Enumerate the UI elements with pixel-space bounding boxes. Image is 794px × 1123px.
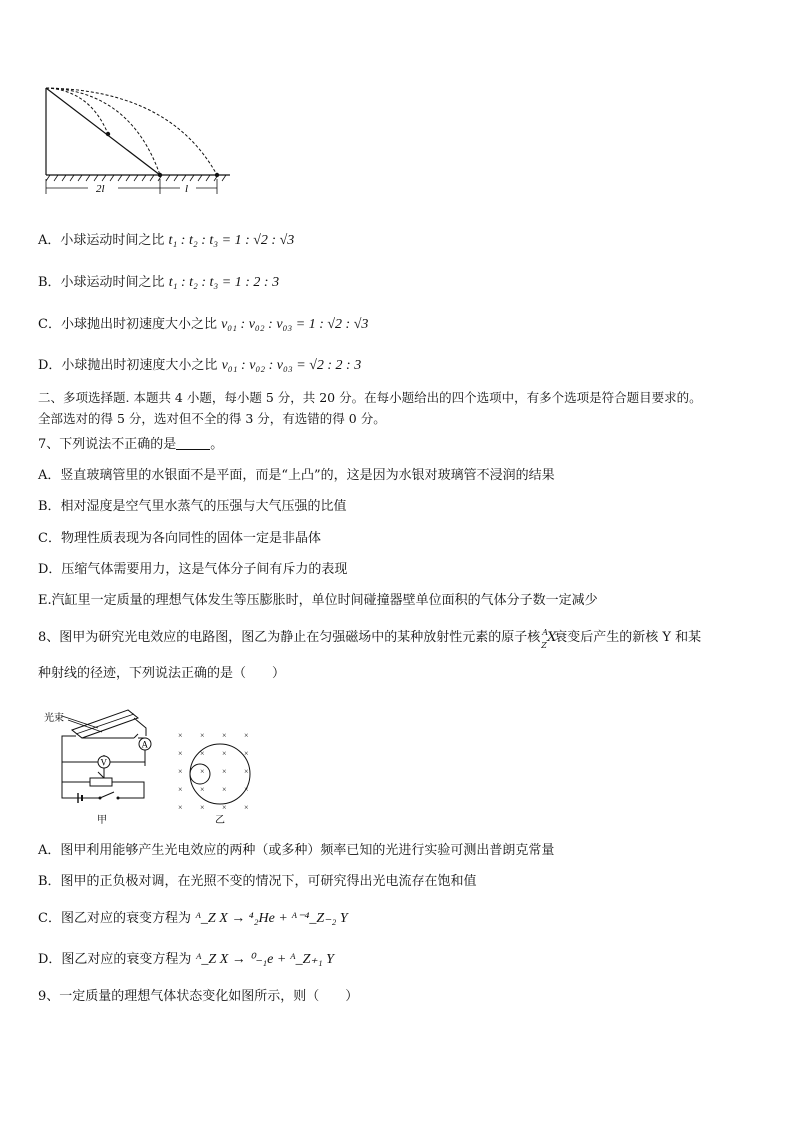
projectile-figure bbox=[40, 84, 240, 200]
svg-text:V: V bbox=[100, 757, 107, 768]
q6-option-d-formula: v₀₁ : v₀₂ : v₀₃ = √2 : 2 : 3 bbox=[221, 358, 362, 373]
section2-line1: 二、多项选择题. 本题共 4 小题，每小题 5 分，共 20 分。在每小题给出的四个选项中，有多个选项是符合题目要求的。 bbox=[38, 390, 702, 405]
q6-option-b: B．小球运动时间之比 t₁ : t₂ : t₃ = 1 : 2 : 3 bbox=[38, 275, 280, 290]
svg-text:×: × bbox=[200, 785, 205, 794]
answer-blank bbox=[176, 437, 210, 450]
svg-text:A: A bbox=[141, 739, 148, 750]
svg-text:×: × bbox=[178, 803, 183, 812]
svg-text:×: × bbox=[178, 767, 183, 776]
q6-option-a: A．小球运动时间之比 t₁ : t₂ : t₃ = 1 : √2 : √3 bbox=[38, 233, 295, 248]
q6-option-c-formula: v₀₁ : v₀₂ : v₀₃ = 1 : √2 : √3 bbox=[221, 317, 369, 332]
svg-text:×: × bbox=[222, 749, 227, 758]
q8-stem-line1: 8、图甲为研究光电效应的电路图，图乙为静止在匀强磁场中的某种放射性元素的原子核 A Z X 衰变后产生的新核 Y 和某 bbox=[38, 628, 702, 650]
label-l: l bbox=[185, 183, 189, 195]
q6-option-d: D．小球抛出时初速度大小之比 v₀₁ : v₀₂ : v₀₃ = √2 : 2 : 3 bbox=[38, 358, 362, 373]
svg-text:×: × bbox=[244, 767, 249, 776]
label-yi: 乙 bbox=[215, 815, 225, 826]
large-track bbox=[190, 744, 250, 804]
svg-text:×: × bbox=[244, 731, 249, 740]
nucleus-symbol: A Z X bbox=[541, 628, 557, 650]
q8-option-c-equation: ᴬ_Z X → ⁴₂He + ᴬ⁻⁴_Z₋₂ Y bbox=[195, 911, 348, 926]
photoelectric-figure bbox=[42, 706, 272, 828]
q8-option-d-equation: ᴬ_Z X → ⁰₋₁e + ᴬ_Z₊₁ Y bbox=[195, 952, 334, 967]
svg-text:×: × bbox=[178, 785, 183, 794]
q7-option-e: E.汽缸里一定质量的理想气体发生等压膨胀时，单位时间碰撞器壁单位面积的气体分子数一定减少 bbox=[38, 593, 598, 608]
svg-text:×: × bbox=[244, 749, 249, 758]
svg-text:×: × bbox=[244, 785, 249, 794]
label-jia: 甲 bbox=[97, 815, 107, 826]
svg-text:×: × bbox=[200, 767, 205, 776]
q6-option-c: C．小球抛出时初速度大小之比 v₀₁ : v₀₂ : v₀₃ = 1 : √2 : √3 bbox=[38, 317, 369, 332]
q8-option-c: C．图乙对应的衰变方程为 ᴬ_Z X → ⁴₂He + ᴬ⁻⁴_Z₋₂ Y bbox=[38, 911, 348, 926]
q9-stem: 9、一定质量的理想气体状态变化如图所示，则（ ） bbox=[38, 989, 359, 1004]
svg-text:×: × bbox=[178, 731, 183, 740]
label-2l: 2l bbox=[96, 183, 105, 195]
svg-text:×: × bbox=[222, 731, 227, 740]
q8-option-b: B．图甲的正负极对调，在光照不变的情况下，可研究得出光电流存在饱和值 bbox=[38, 874, 477, 889]
svg-text:×: × bbox=[200, 749, 205, 758]
q7-option-b: B．相对湿度是空气里水蒸气的压强与大气压强的比值 bbox=[38, 499, 347, 514]
svg-text:×: × bbox=[178, 749, 183, 758]
svg-text:×: × bbox=[222, 767, 227, 776]
svg-text:×: × bbox=[222, 803, 227, 812]
svg-text:×: × bbox=[222, 785, 227, 794]
q7-option-d: D．压缩气体需要用力，这是气体分子间有斥力的表现 bbox=[38, 562, 348, 577]
q6-option-b-formula: t₁ : t₂ : t₃ = 1 : 2 : 3 bbox=[168, 275, 280, 290]
q8-option-a: A．图甲利用能够产生光电效应的两种（或多种）频率已知的光进行实验可测出普朗克常量 bbox=[38, 843, 555, 858]
svg-text:×: × bbox=[244, 803, 249, 812]
section2-line2: 全部选对的得 5 分，选对但不全的得 3 分，有选错的得 0 分。 bbox=[38, 411, 386, 426]
q7-option-a: A．竖直玻璃管里的水银面不是平面，而是“上凸”的，这是因为水银对玻璃管不浸润的结果 bbox=[38, 468, 555, 483]
svg-text:×: × bbox=[200, 803, 205, 812]
q7-stem: 7、下列说法不正确的是 。 bbox=[38, 437, 224, 452]
q7-option-c: C．物理性质表现为各向同性的固体一定是非晶体 bbox=[38, 531, 321, 546]
label-light-beam: 光束 bbox=[44, 713, 64, 724]
q6-option-a-formula: t₁ : t₂ : t₃ = 1 : √2 : √3 bbox=[168, 233, 295, 248]
q8-stem-line2: 种射线的径迹，下列说法正确的是（ ） bbox=[38, 666, 286, 681]
svg-text:×: × bbox=[200, 731, 205, 740]
q8-option-d: D．图乙对应的衰变方程为 ᴬ_Z X → ⁰₋₁e + ᴬ_Z₊₁ Y bbox=[38, 952, 334, 967]
